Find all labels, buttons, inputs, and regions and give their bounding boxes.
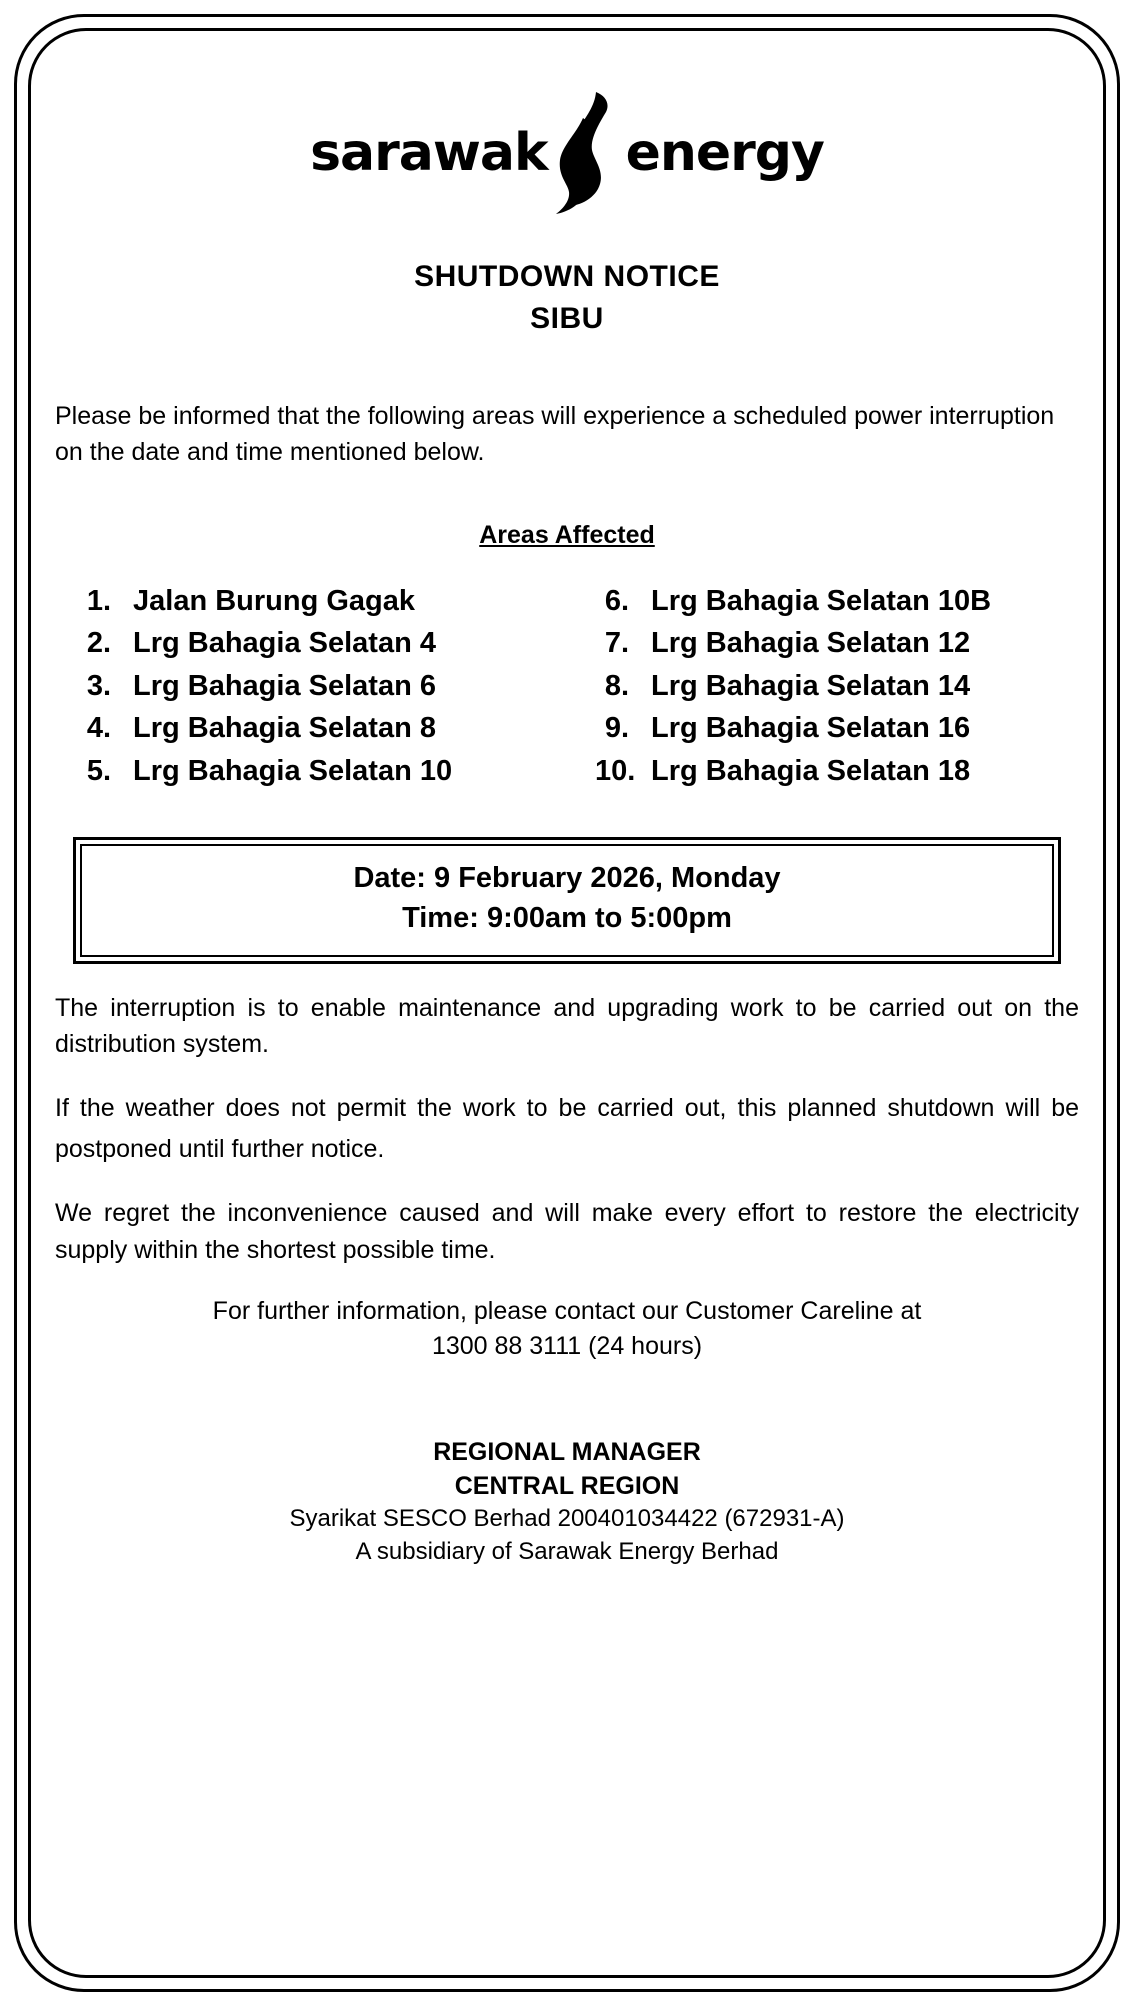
company-logo: [55, 88, 1079, 218]
contact-line-2: 1300 88 3111 (24 hours): [431, 1331, 703, 1360]
signature-role: REGIONAL MANAGER: [433, 1437, 701, 1466]
list-item-label: Lrg Bahagia Selatan 10B: [651, 584, 992, 617]
page-title: SHUTDOWN NOTICE: [414, 260, 720, 293]
logo-word-sarawak: sarawak: [310, 123, 548, 183]
areas-affected-list: [55, 580, 1079, 793]
contact-line-1: For further information, please contact our Customer Careline at: [212, 1296, 922, 1325]
list-item: [77, 622, 561, 665]
areas-column-left: [55, 580, 561, 793]
list-item: [595, 750, 1079, 793]
signature-company: Syarikat SESCO Berhad 200401034422 (672931-A): [289, 1505, 845, 1533]
paragraph-apology: We regret the inconvenience caused and will make every effort to restore the electricity supply within the shortest possible time.: [55, 1199, 1079, 1264]
list-item-label: Lrg Bahagia Selatan 18: [651, 755, 971, 787]
flame-icon: [550, 88, 624, 218]
intro-paragraph: Please be informed that the following areas will experience a scheduled power interruption on the date and time mentioned below.: [55, 402, 1055, 467]
list-item-label: Lrg Bahagia Selatan 16: [651, 712, 971, 745]
list-item-label: Lrg Bahagia Selatan 4: [133, 627, 436, 660]
list-item-label: Lrg Bahagia Selatan 6: [133, 669, 436, 702]
list-item-label: Lrg Bahagia Selatan 10: [133, 755, 453, 787]
schedule-time: Time: 9:00am to 5:00pm: [402, 902, 732, 935]
paragraph-weather: If the weather does not permit the work to be carried out, this planned shutdown will be postponed until further notice.: [55, 1094, 1079, 1163]
list-item-number: 10.: [595, 755, 636, 787]
list-item-number: 4.: [86, 712, 111, 745]
list-item: [77, 580, 561, 623]
list-item-label: Lrg Bahagia Selatan 12: [651, 627, 971, 660]
list-item-number: 1.: [86, 584, 111, 617]
paragraph-maintenance: The interruption is to enable maintenance and upgrading work to be carried out on the distribution system.: [55, 993, 1079, 1059]
logo-word-energy: energy: [625, 123, 824, 183]
schedule-box: [73, 837, 1061, 964]
list-item-label: Jalan Burung Gagak: [133, 584, 416, 617]
areas-column-right: [561, 580, 1079, 793]
location-title: SIBU: [530, 302, 604, 335]
list-item: [77, 750, 561, 793]
signature-subsidiary: A subsidiary of Sarawak Energy Berhad: [355, 1537, 779, 1565]
list-item-number: 8.: [604, 669, 629, 702]
list-item: [77, 707, 561, 750]
list-item-number: 5.: [86, 755, 111, 787]
list-item-number: 2.: [86, 627, 111, 660]
notice-content: [55, 60, 1079, 1568]
list-item: [595, 622, 1079, 665]
list-item: [595, 580, 1079, 623]
schedule-box-inner: [80, 844, 1054, 957]
list-item-number: 6.: [604, 584, 629, 617]
schedule-date: Date: 9 February 2026, Monday: [353, 861, 781, 894]
list-item: [595, 707, 1079, 750]
list-item: [77, 665, 561, 708]
list-item-number: 9.: [604, 712, 629, 745]
signature-block: [55, 1436, 1079, 1568]
list-item-number: 7.: [604, 627, 629, 660]
signature-region: CENTRAL REGION: [454, 1471, 680, 1500]
list-item-label: Lrg Bahagia Selatan 14: [651, 669, 971, 702]
contact-info: [55, 1294, 1079, 1364]
list-item-number: 3.: [86, 669, 111, 702]
areas-affected-heading: Areas Affected: [479, 520, 655, 549]
list-item-label: Lrg Bahagia Selatan 8: [133, 712, 436, 745]
list-item: [595, 665, 1079, 708]
